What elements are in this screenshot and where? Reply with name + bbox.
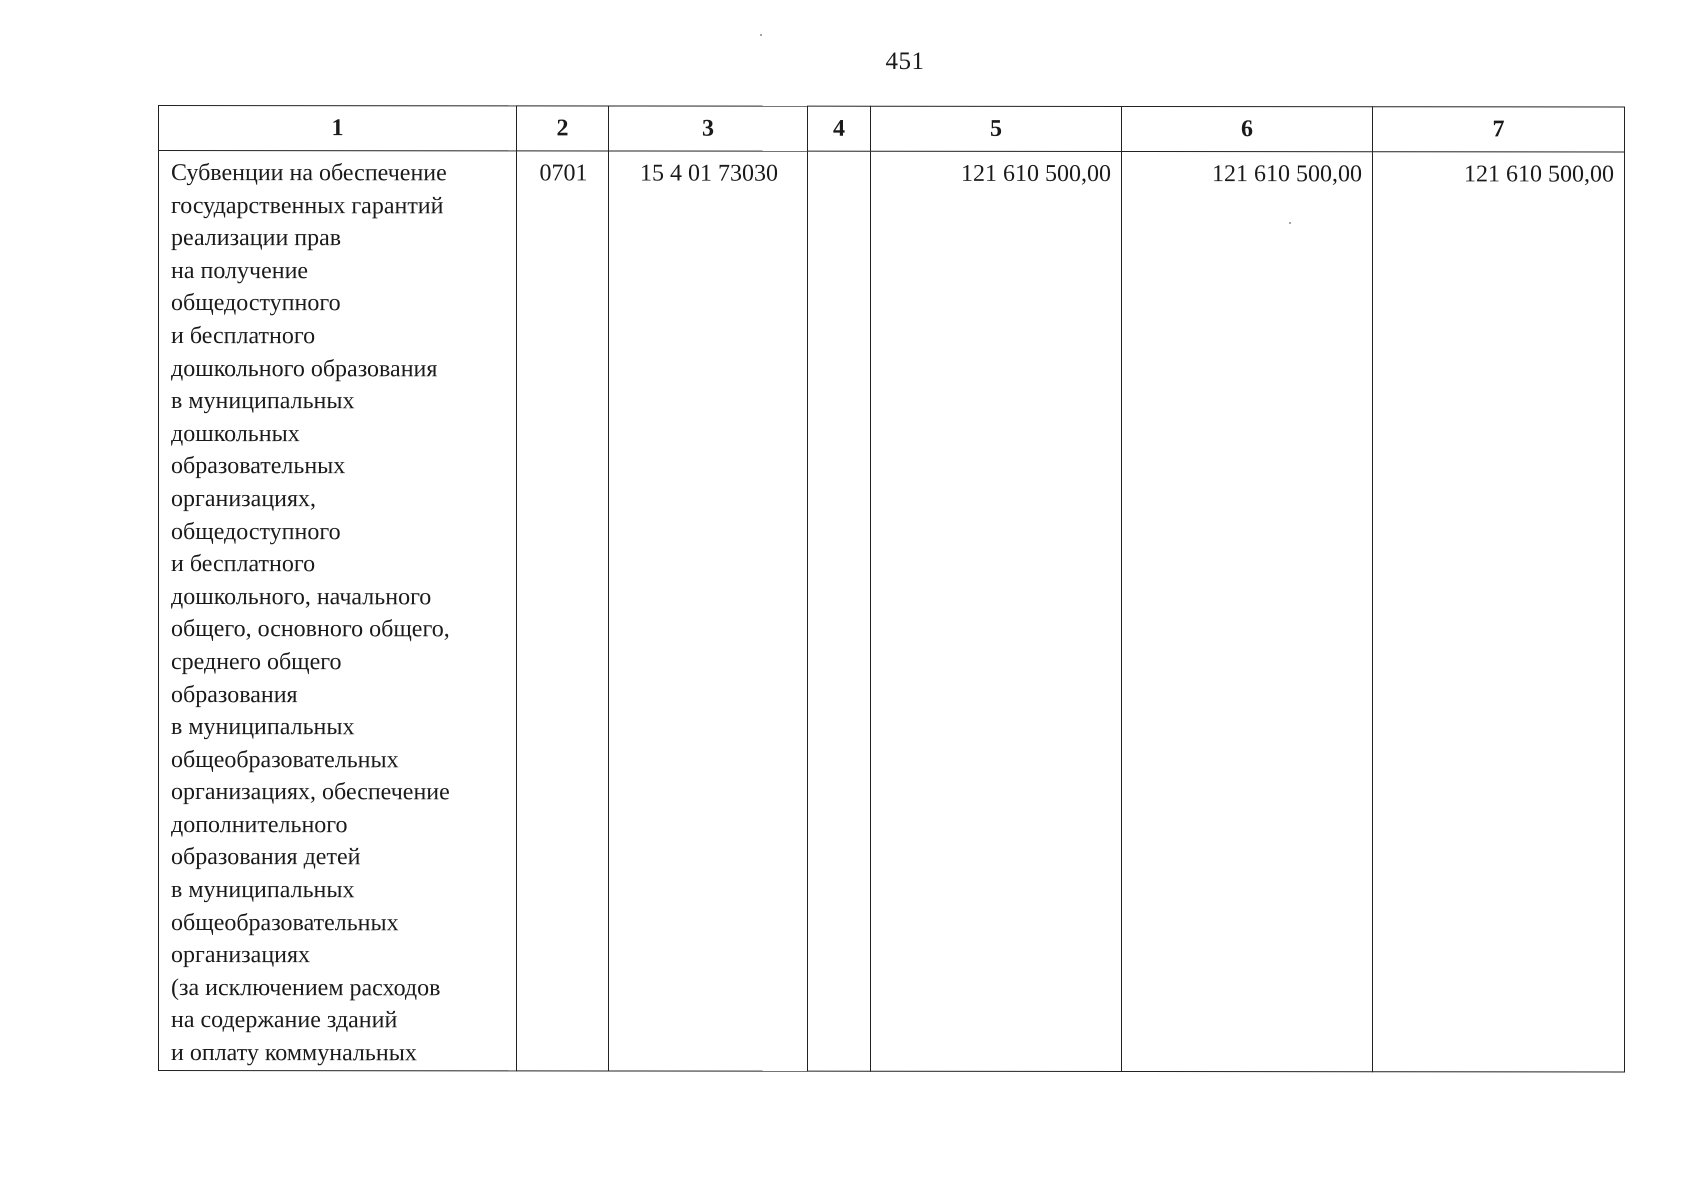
target-article-cell: 15 4 01 73030 xyxy=(609,151,808,1071)
row-name-line: реализации прав xyxy=(171,225,342,252)
table-row xyxy=(159,151,1625,1072)
page-number: 451 xyxy=(885,48,925,75)
row-name-line: организациях xyxy=(171,942,311,969)
row-name-line: организациях, xyxy=(171,485,317,513)
row-name-line: (за исключением расходов xyxy=(171,974,441,1002)
row-name-line: в муниципальных xyxy=(171,714,355,741)
row-name-line: дошкольного, начального xyxy=(171,583,432,611)
row-name-line: и бесплатного xyxy=(171,322,316,350)
row-name-line: в муниципальных xyxy=(171,388,355,415)
amount-cell-6: 121 610 500,00 xyxy=(1122,152,1373,1072)
row-name-line: и бесплатного xyxy=(171,551,316,578)
row-name-cell xyxy=(159,151,517,1071)
row-name-line: общедоступного xyxy=(171,290,341,317)
row-name-line: общего, основного общего, xyxy=(171,616,450,643)
table-header-row xyxy=(159,106,1625,153)
row-name-line: общедоступного xyxy=(171,518,341,545)
row-name-line: среднего общего xyxy=(171,648,342,676)
row-name-line: в муниципальных xyxy=(171,877,355,904)
row-name-line: Субвенции на обеспечение xyxy=(171,160,447,187)
column-header-7: 7 xyxy=(1373,107,1625,152)
scan-speck xyxy=(1289,222,1291,224)
column-header-1: 1 xyxy=(159,106,517,151)
column-header-6: 6 xyxy=(1122,107,1373,152)
amount-cell-7: 121 610 500,00 xyxy=(1373,152,1625,1072)
row-name-line: на получение xyxy=(171,257,309,284)
column-header-3: 3 xyxy=(609,106,808,151)
column-header-2: 2 xyxy=(517,106,609,151)
row-name-line: и оплату коммунальных xyxy=(171,1040,417,1067)
budget-table xyxy=(158,105,1625,1072)
amount-cell-5: 121 610 500,00 xyxy=(871,151,1122,1071)
row-name-line: общеобразовательных xyxy=(171,746,399,773)
row-name-line: образовательных xyxy=(171,453,346,480)
row-name-line: государственных гарантий xyxy=(171,192,444,219)
expense-type-cell xyxy=(808,151,871,1071)
scan-speck xyxy=(760,34,762,36)
column-header-5: 5 xyxy=(871,106,1122,151)
row-name-line: дополнительного xyxy=(171,811,348,839)
row-name-line: образования xyxy=(171,681,298,708)
row-name-line: организациях, обеспечение xyxy=(171,779,450,806)
column-header-4: 4 xyxy=(808,106,871,151)
row-name-line: на содержание зданий xyxy=(171,1007,398,1034)
row-name-line: дошкольного образования xyxy=(171,355,438,382)
section-code-cell: 0701 xyxy=(517,151,609,1071)
row-name-line: общеобразовательных xyxy=(171,909,399,936)
row-name-line: дошкольных xyxy=(171,420,300,447)
row-name-line: образования детей xyxy=(171,844,361,871)
